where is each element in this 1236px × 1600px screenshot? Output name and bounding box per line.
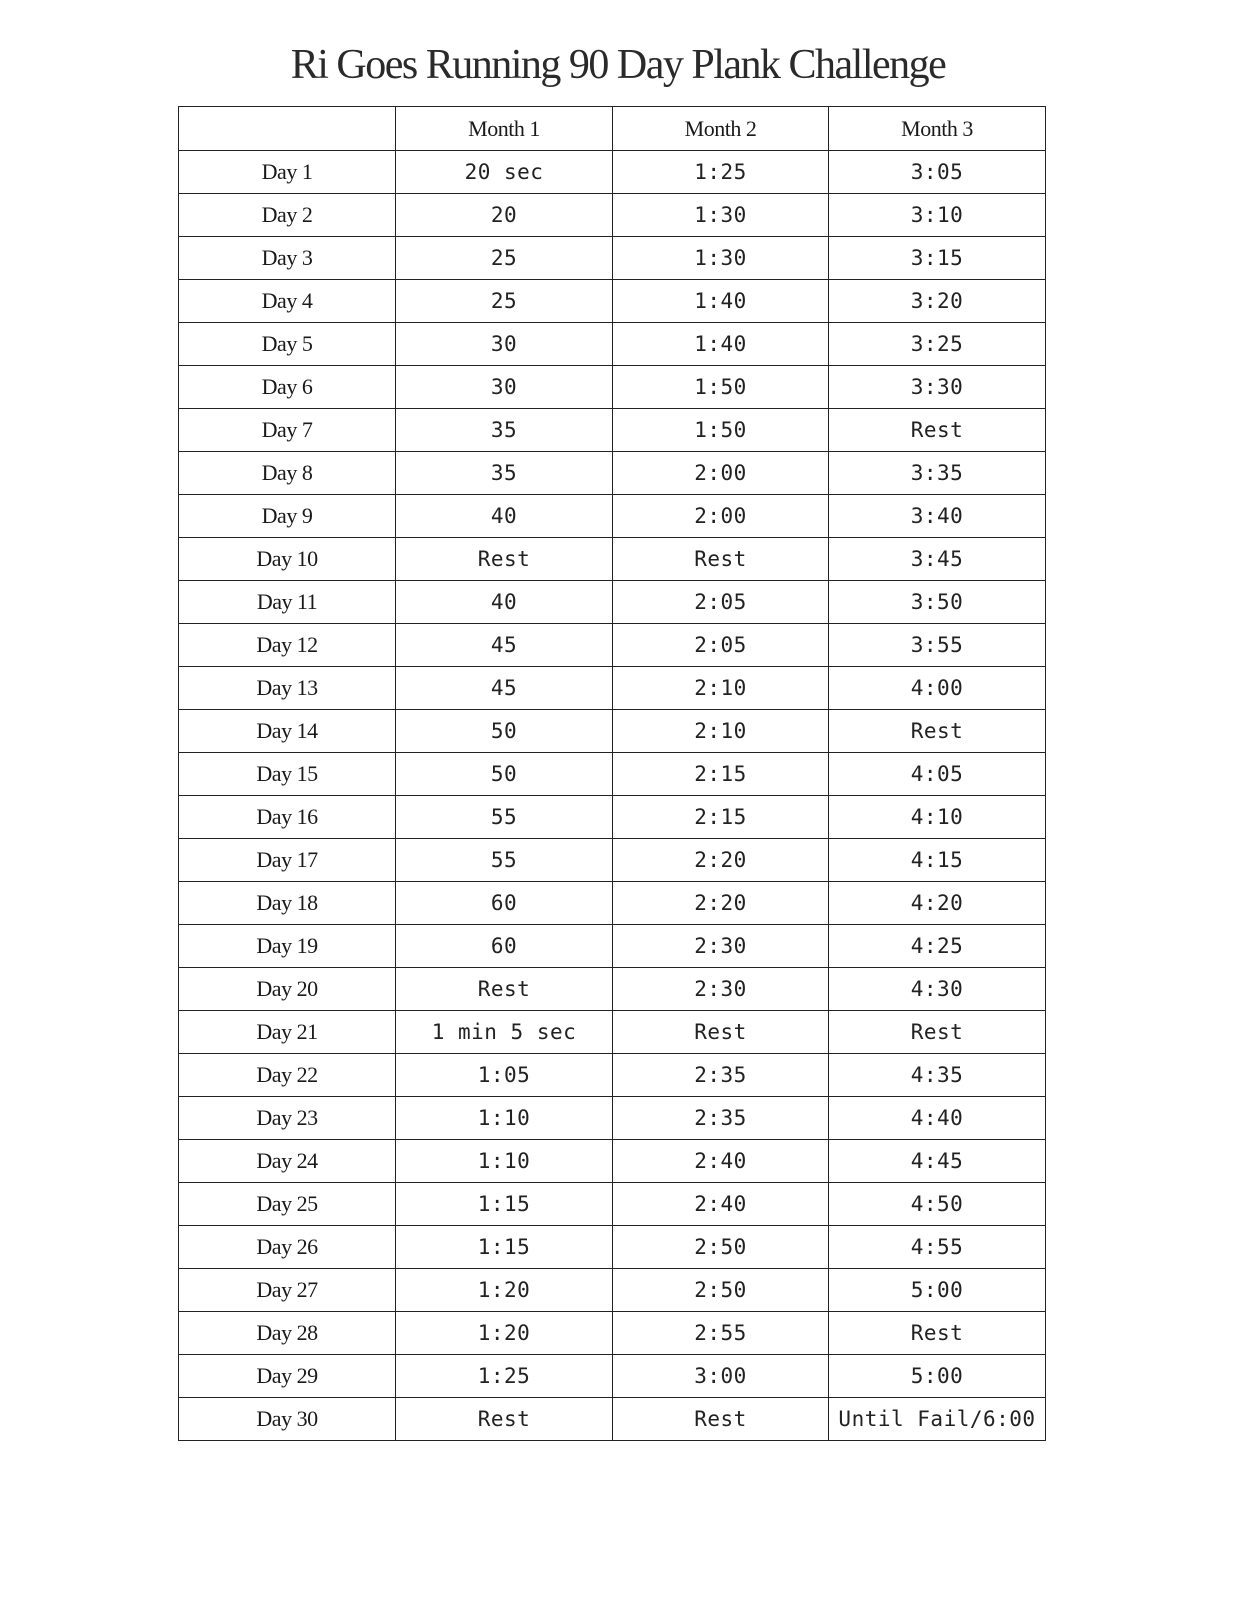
table-row xyxy=(179,1011,1046,1054)
header-corner xyxy=(179,107,396,151)
day-label-cell: Day 15 xyxy=(179,753,396,796)
month-2-cell: Rest xyxy=(613,538,829,581)
month-2-cell: 2:05 xyxy=(613,581,829,624)
table-row xyxy=(179,323,1046,366)
month-3-cell: 3:25 xyxy=(829,323,1046,366)
table-row xyxy=(179,925,1046,968)
month-3-cell: 3:15 xyxy=(829,237,1046,280)
month-2-cell: 1:50 xyxy=(613,409,829,452)
month-1-cell: 1:10 xyxy=(396,1097,613,1140)
month-1-cell: 50 xyxy=(396,710,613,753)
month-3-cell: Rest xyxy=(829,710,1046,753)
month-1-cell: Rest xyxy=(396,968,613,1011)
month-3-cell: 4:10 xyxy=(829,796,1046,839)
table-row xyxy=(179,538,1046,581)
month-1-cell: 60 xyxy=(396,925,613,968)
month-1-cell: 30 xyxy=(396,323,613,366)
month-2-cell: 1:30 xyxy=(613,194,829,237)
day-label-cell: Day 24 xyxy=(179,1140,396,1183)
month-2-cell: 2:50 xyxy=(613,1269,829,1312)
table-row xyxy=(179,1054,1046,1097)
month-3-cell: 4:15 xyxy=(829,839,1046,882)
day-label-cell: Day 11 xyxy=(179,581,396,624)
month-1-cell: 40 xyxy=(396,581,613,624)
month-1-cell: 35 xyxy=(396,452,613,495)
month-3-cell: 4:30 xyxy=(829,968,1046,1011)
month-2-cell: 1:25 xyxy=(613,151,829,194)
month-1-cell: 55 xyxy=(396,796,613,839)
month-1-cell: 1:20 xyxy=(396,1312,613,1355)
month-3-cell: 3:20 xyxy=(829,280,1046,323)
day-label-cell: Day 8 xyxy=(179,452,396,495)
table-row xyxy=(179,366,1046,409)
month-2-cell: 2:20 xyxy=(613,882,829,925)
day-label-cell: Day 18 xyxy=(179,882,396,925)
month-3-cell: 3:50 xyxy=(829,581,1046,624)
month-3-cell: 5:00 xyxy=(829,1355,1046,1398)
month-2-cell: 2:55 xyxy=(613,1312,829,1355)
table-row xyxy=(179,1269,1046,1312)
month-1-cell: 1:15 xyxy=(396,1183,613,1226)
month-1-cell: 25 xyxy=(396,280,613,323)
month-2-cell: 2:15 xyxy=(613,753,829,796)
table-row xyxy=(179,753,1046,796)
day-label-cell: Day 2 xyxy=(179,194,396,237)
table-row xyxy=(179,1226,1046,1269)
month-1-cell: Rest xyxy=(396,538,613,581)
table-row xyxy=(179,1312,1046,1355)
table-row xyxy=(179,839,1046,882)
header-month-1: Month 1 xyxy=(396,107,613,151)
table-header-row xyxy=(179,107,1046,151)
day-label-cell: Day 20 xyxy=(179,968,396,1011)
month-2-cell: 2:40 xyxy=(613,1183,829,1226)
month-1-cell: Rest xyxy=(396,1398,613,1441)
day-label-cell: Day 23 xyxy=(179,1097,396,1140)
day-label-cell: Day 26 xyxy=(179,1226,396,1269)
month-1-cell: 20 sec xyxy=(396,151,613,194)
month-2-cell: 2:40 xyxy=(613,1140,829,1183)
month-2-cell: 1:30 xyxy=(613,237,829,280)
month-2-cell: 2:00 xyxy=(613,452,829,495)
month-3-cell: 3:35 xyxy=(829,452,1046,495)
day-label-cell: Day 30 xyxy=(179,1398,396,1441)
month-3-cell: Rest xyxy=(829,409,1046,452)
month-3-cell: 4:45 xyxy=(829,1140,1046,1183)
table-row xyxy=(179,624,1046,667)
month-2-cell: 2:35 xyxy=(613,1054,829,1097)
table-row xyxy=(179,280,1046,323)
month-1-cell: 30 xyxy=(396,366,613,409)
table-row xyxy=(179,151,1046,194)
day-label-cell: Day 21 xyxy=(179,1011,396,1054)
day-label-cell: Day 9 xyxy=(179,495,396,538)
day-label-cell: Day 13 xyxy=(179,667,396,710)
header-month-2: Month 2 xyxy=(613,107,829,151)
day-label-cell: Day 17 xyxy=(179,839,396,882)
month-1-cell: 20 xyxy=(396,194,613,237)
month-3-cell: 3:40 xyxy=(829,495,1046,538)
month-1-cell: 1:20 xyxy=(396,1269,613,1312)
day-label-cell: Day 16 xyxy=(179,796,396,839)
month-3-cell: 4:05 xyxy=(829,753,1046,796)
day-label-cell: Day 4 xyxy=(179,280,396,323)
day-label-cell: Day 3 xyxy=(179,237,396,280)
day-label-cell: Day 7 xyxy=(179,409,396,452)
month-1-cell: 35 xyxy=(396,409,613,452)
month-1-cell: 45 xyxy=(396,624,613,667)
table-row xyxy=(179,667,1046,710)
table-row xyxy=(179,452,1046,495)
day-label-cell: Day 28 xyxy=(179,1312,396,1355)
table-row xyxy=(179,796,1046,839)
month-1-cell: 1:15 xyxy=(396,1226,613,1269)
month-2-cell: 2:30 xyxy=(613,968,829,1011)
month-1-cell: 25 xyxy=(396,237,613,280)
table-row xyxy=(179,581,1046,624)
month-3-cell: Rest xyxy=(829,1011,1046,1054)
table-row xyxy=(179,194,1046,237)
header-month-3: Month 3 xyxy=(829,107,1046,151)
month-3-cell: 3:45 xyxy=(829,538,1046,581)
month-2-cell: 2:05 xyxy=(613,624,829,667)
table-row xyxy=(179,495,1046,538)
month-2-cell: 1:50 xyxy=(613,366,829,409)
month-1-cell: 40 xyxy=(396,495,613,538)
table-row xyxy=(179,237,1046,280)
day-label-cell: Day 14 xyxy=(179,710,396,753)
table-row xyxy=(179,1140,1046,1183)
table-body xyxy=(179,151,1046,1441)
day-label-cell: Day 27 xyxy=(179,1269,396,1312)
day-label-cell: Day 1 xyxy=(179,151,396,194)
day-label-cell: Day 5 xyxy=(179,323,396,366)
month-3-cell: 4:20 xyxy=(829,882,1046,925)
month-3-cell: 5:00 xyxy=(829,1269,1046,1312)
month-3-cell: 4:35 xyxy=(829,1054,1046,1097)
month-2-cell: 2:35 xyxy=(613,1097,829,1140)
month-3-cell: 4:25 xyxy=(829,925,1046,968)
month-1-cell: 1:10 xyxy=(396,1140,613,1183)
month-3-cell: 4:40 xyxy=(829,1097,1046,1140)
month-3-cell: 4:55 xyxy=(829,1226,1046,1269)
month-2-cell: 1:40 xyxy=(613,323,829,366)
month-1-cell: 60 xyxy=(396,882,613,925)
month-2-cell: Rest xyxy=(613,1011,829,1054)
month-1-cell: 55 xyxy=(396,839,613,882)
month-3-cell: 3:10 xyxy=(829,194,1046,237)
month-3-cell: 3:05 xyxy=(829,151,1046,194)
month-3-cell: 4:50 xyxy=(829,1183,1046,1226)
table-row xyxy=(179,968,1046,1011)
month-3-cell: 3:30 xyxy=(829,366,1046,409)
day-label-cell: Day 29 xyxy=(179,1355,396,1398)
month-2-cell: 1:40 xyxy=(613,280,829,323)
month-2-cell: 2:15 xyxy=(613,796,829,839)
month-2-cell: 2:50 xyxy=(613,1226,829,1269)
month-1-cell: 45 xyxy=(396,667,613,710)
month-2-cell: 2:20 xyxy=(613,839,829,882)
month-3-cell: Rest xyxy=(829,1312,1046,1355)
month-2-cell: 2:00 xyxy=(613,495,829,538)
day-label-cell: Day 10 xyxy=(179,538,396,581)
month-2-cell: Rest xyxy=(613,1398,829,1441)
day-label-cell: Day 12 xyxy=(179,624,396,667)
month-3-cell: 4:00 xyxy=(829,667,1046,710)
month-3-cell: 3:55 xyxy=(829,624,1046,667)
day-label-cell: Day 6 xyxy=(179,366,396,409)
month-2-cell: 2:30 xyxy=(613,925,829,968)
table-row xyxy=(179,1183,1046,1226)
table-row xyxy=(179,409,1046,452)
page-title: Ri Goes Running 90 Day Plank Challenge xyxy=(290,42,946,88)
month-1-cell: 1:25 xyxy=(396,1355,613,1398)
table-row xyxy=(179,882,1046,925)
month-2-cell: 2:10 xyxy=(613,710,829,753)
day-label-cell: Day 25 xyxy=(179,1183,396,1226)
day-label-cell: Day 19 xyxy=(179,925,396,968)
month-1-cell: 1:05 xyxy=(396,1054,613,1097)
month-1-cell: 1 min 5 sec xyxy=(396,1011,613,1054)
month-1-cell: 50 xyxy=(396,753,613,796)
month-2-cell: 3:00 xyxy=(613,1355,829,1398)
table-row xyxy=(179,710,1046,753)
table-row xyxy=(179,1355,1046,1398)
table-row xyxy=(179,1398,1046,1441)
table-row xyxy=(179,1097,1046,1140)
month-3-cell: Until Fail/6:00 xyxy=(829,1398,1046,1441)
plank-schedule-table xyxy=(178,106,1046,1441)
day-label-cell: Day 22 xyxy=(179,1054,396,1097)
month-2-cell: 2:10 xyxy=(613,667,829,710)
